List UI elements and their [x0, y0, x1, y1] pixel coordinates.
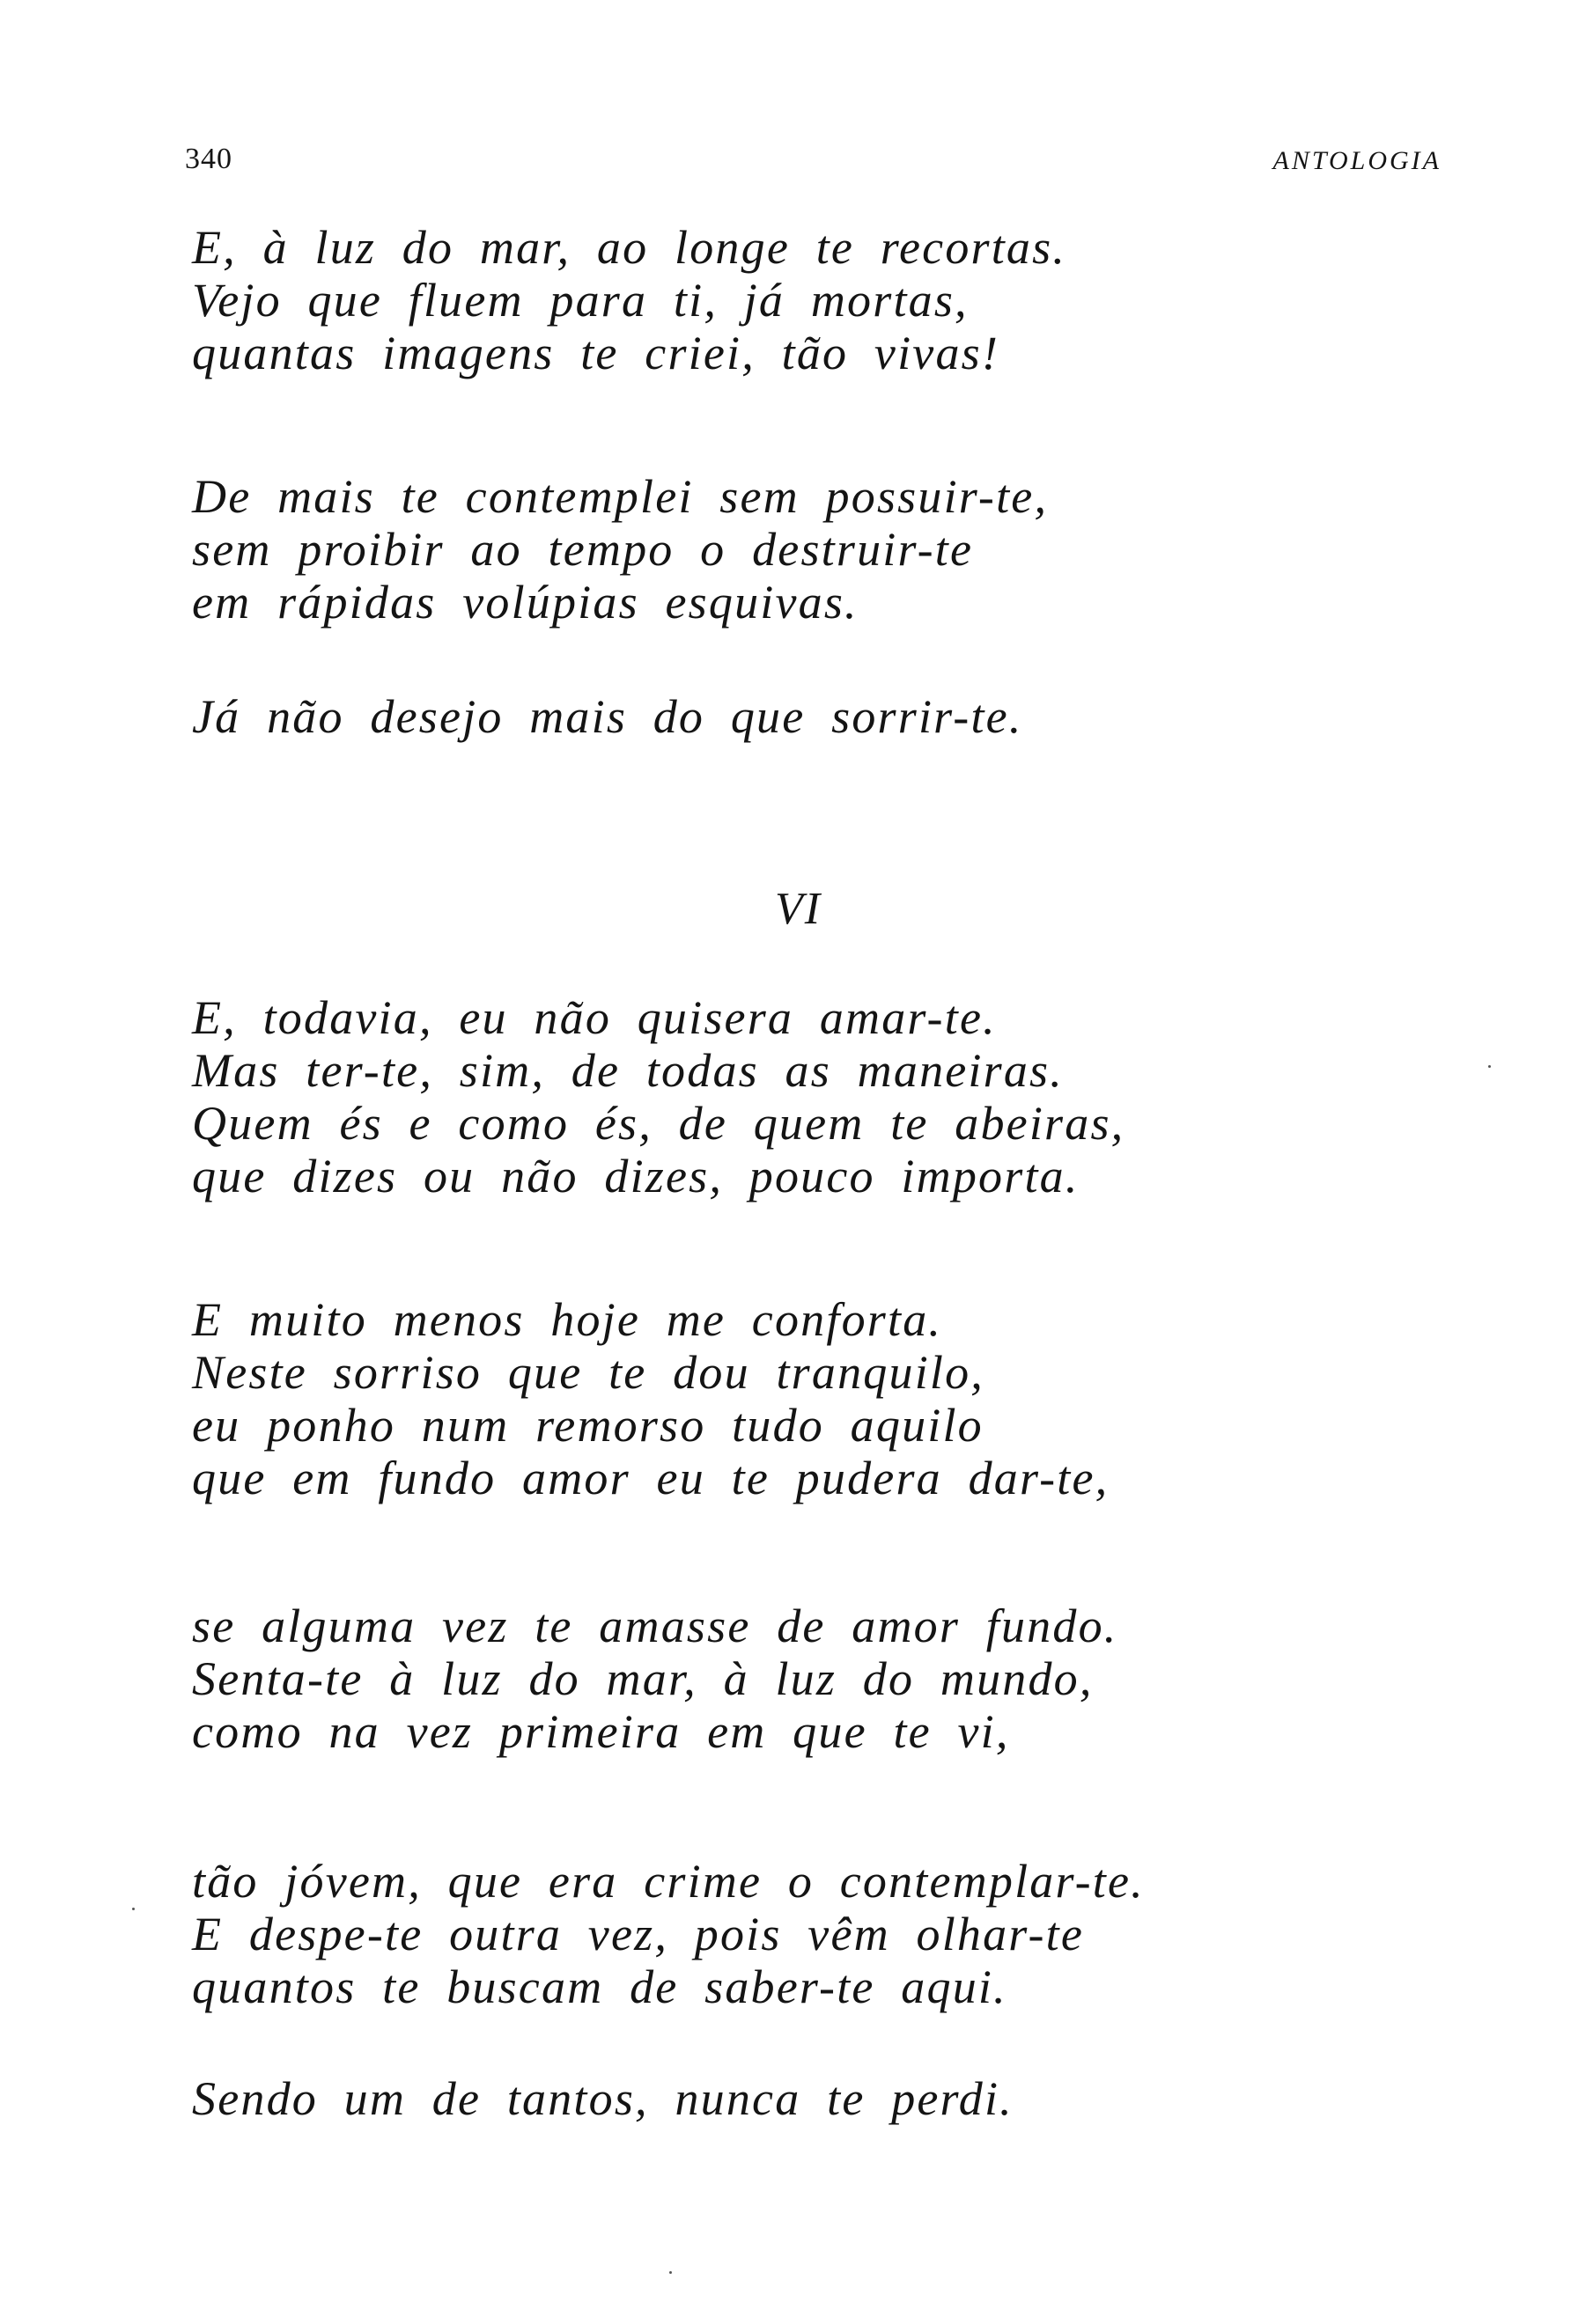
- verse-line: em rápidas volúpias esquivas.: [192, 576, 859, 629]
- verse-line: E despe-te outra vez, pois vêm olhar-te: [192, 1908, 1084, 1960]
- verse-line: Mas ter-te, sim, de todas as maneiras.: [192, 1044, 1064, 1097]
- verse-line: E, todavia, eu não quisera amar-te.: [192, 991, 997, 1044]
- verse-line: Vejo que fluem para ti, já mortas,: [192, 274, 969, 327]
- verse-line: E, à luz do mar, ao longe te recortas.: [192, 221, 1067, 274]
- verse-line: como na vez primeira em que te vi,: [192, 1705, 1010, 1758]
- verse-line: Senta-te à luz do mar, à luz do mundo,: [192, 1652, 1094, 1705]
- verse-line: que em fundo amor eu te pudera dar-te,: [192, 1452, 1110, 1504]
- verse-line: quantas imagens te criei, tão vivas!: [192, 327, 1000, 379]
- verse-line: sem proibir ao tempo o destruir-te: [192, 523, 974, 576]
- scan-speck: [1488, 1065, 1491, 1068]
- verse-line: Quem és e como és, de quem te abeiras,: [192, 1097, 1125, 1150]
- scan-speck: [669, 2271, 672, 2274]
- verse-line: E muito menos hoje me conforta.: [192, 1293, 943, 1346]
- scan-speck: [132, 1908, 135, 1910]
- verse-line: De mais te contemplei sem possuir-te,: [192, 470, 1049, 523]
- section-number: VI: [775, 884, 822, 934]
- verse-line: tão jóvem, que era crime o contemplar-te.: [192, 1855, 1145, 1908]
- verse-line: Já não desejo mais do que sorrir-te.: [192, 690, 1023, 743]
- verse-line: Sendo um de tantos, nunca te perdi.: [192, 2072, 1014, 2125]
- verse-line: se alguma vez te amasse de amor fundo.: [192, 1600, 1118, 1652]
- verse-line: Neste sorriso que te dou tranquilo,: [192, 1346, 984, 1399]
- verse-line: que dizes ou não dizes, pouco importa.: [192, 1150, 1080, 1202]
- verse-line: eu ponho num remorso tudo aquilo: [192, 1399, 984, 1452]
- running-head: ANTOLOGIA: [1272, 146, 1442, 175]
- verse-line: quantos te buscam de saber-te aqui.: [192, 1960, 1007, 2013]
- page-number: 340: [185, 143, 232, 175]
